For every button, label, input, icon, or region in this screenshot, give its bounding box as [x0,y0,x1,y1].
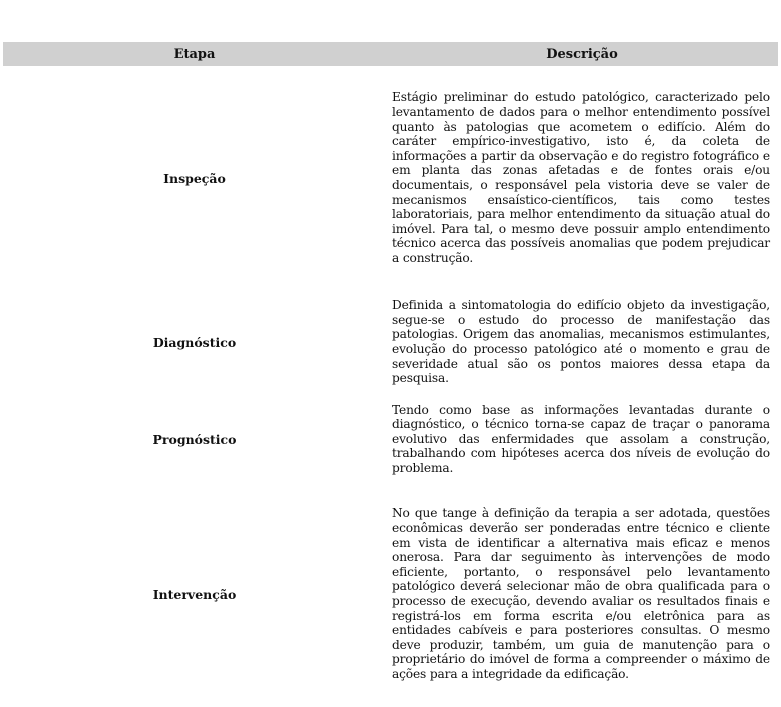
descricao-cell: Tendo como base as informações levantadas durante o diagnóstico, o técnico torna-se capaz de traçar o panorama evolutivo das enfermidades que assolam a construção, trabalhando com hipóteses acerca dos níveis de evolução do problema. [392,402,770,475]
etapa-cell: Inspeção [163,170,226,186]
descricao-cell: Estágio preliminar do estudo patológico, caracterizado pelo levantamento de dados para o melhor entendimento possível quanto às patologias que acometem o edifício. Além do caráter empírico-investigativo, isto é, da coleta de informações a partir da observação e do registro fotográfico e em planta das zonas afetadas e de fontes orais e/ou documentais, o responsável pela vistoria deve se valer de mecanismos ensaístico-científicos, tais como testes laboratoriais, para melhor entendimento da situação atual do imóvel. Para tal, o mesmo deve possuir amplo entendimento técnico acerca das possíveis anomalias que podem prejudicar a construção. [392,90,770,265]
etapa-cell: Diagnóstico [152,334,237,350]
table-row [3,290,778,394]
header-descricao: Descrição [386,42,778,66]
etapa-cell: Prognóstico [152,431,237,447]
table-row [3,484,778,704]
table-row [3,394,778,484]
table-row [3,66,778,290]
header-etapa: Etapa [3,42,386,66]
etapa-cell: Intervenção [152,586,237,602]
table-header-row [3,42,778,66]
descricao-cell: No que tange à definição da terapia a ser adotada, questões econômicas deverão ser ponderadas entre técnico e cliente em vista de identificar a alternativa mais eficaz e menos onerosa. Para dar seguimento às intervenções de modo eficiente, portanto, o responsável pelo levantamento patológico deverá selecionar mão de obra qualificada para o processo de execução, devendo avaliar os resultados finais e registrá-los em forma escrita e/ou eletrônica para as entidades cabíveis e para posteriores consultas. O mesmo deve produzir, também, um guia de manutenção para o proprietário do imóvel de forma a compreender o máximo de ações para a integridade da edificação. [392,506,770,681]
stages-table [3,42,778,704]
descricao-cell: Definida a sintomatologia do edifício objeto da investigação, segue-se o estudo do processo de manifestação das patologias. Origem das anomalias, mecanismos estimulantes, evolução do processo patológico até o momento e grau de severidade atual são os pontos maiores dessa etapa da pesquisa. [392,298,770,386]
